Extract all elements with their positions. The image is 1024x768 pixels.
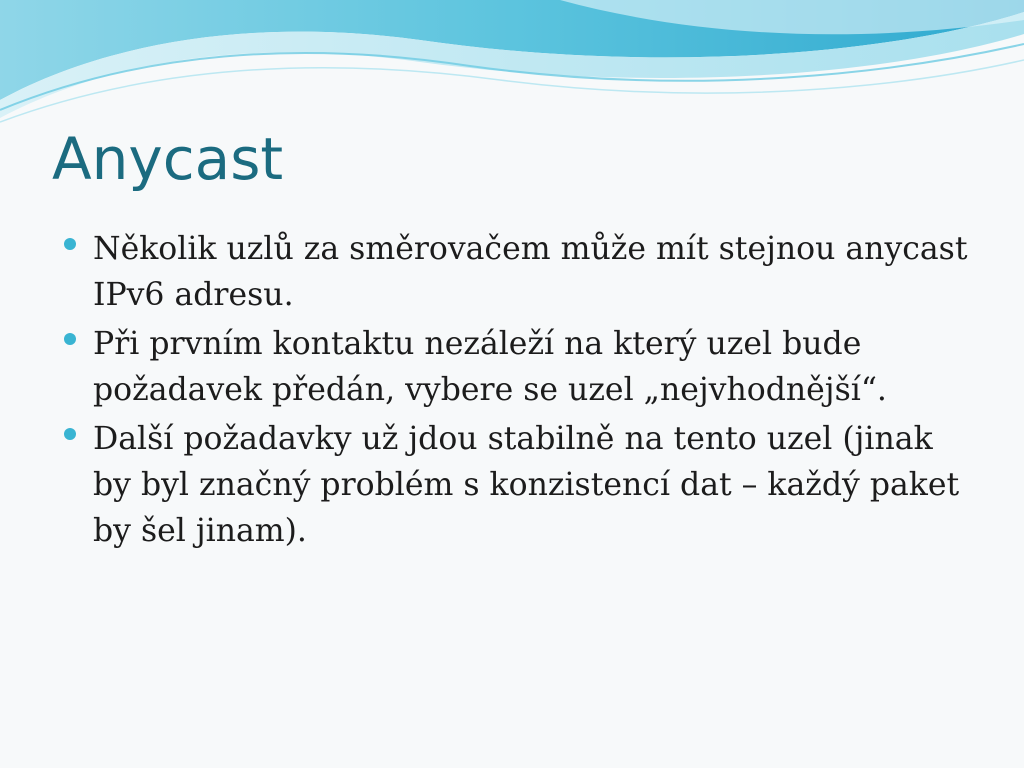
bullet-item	[62, 416, 972, 554]
bullet-list	[62, 226, 972, 557]
slide-title: Anycast	[52, 125, 284, 193]
bullet-dot-icon	[64, 238, 76, 250]
bullet-text: Při prvním kontaktu nezáleží na který uzel bude požadavek předán, vybere se uzel „nejvhodnější“.	[93, 326, 887, 408]
bullet-item	[62, 226, 972, 318]
bullet-dot-icon	[64, 428, 76, 440]
header-wave-decoration	[0, 0, 1024, 130]
bullet-text: Několik uzlů za směrovačem může mít stejnou anycast IPv6 adresu.	[93, 231, 968, 313]
bullet-item	[62, 321, 972, 413]
bullet-dot-icon	[64, 333, 76, 345]
bullet-text: Další požadavky už jdou stabilně na tento uzel (jinak by byl značný problém s konzistencí dat – každý paket by šel jinam).	[93, 421, 960, 549]
